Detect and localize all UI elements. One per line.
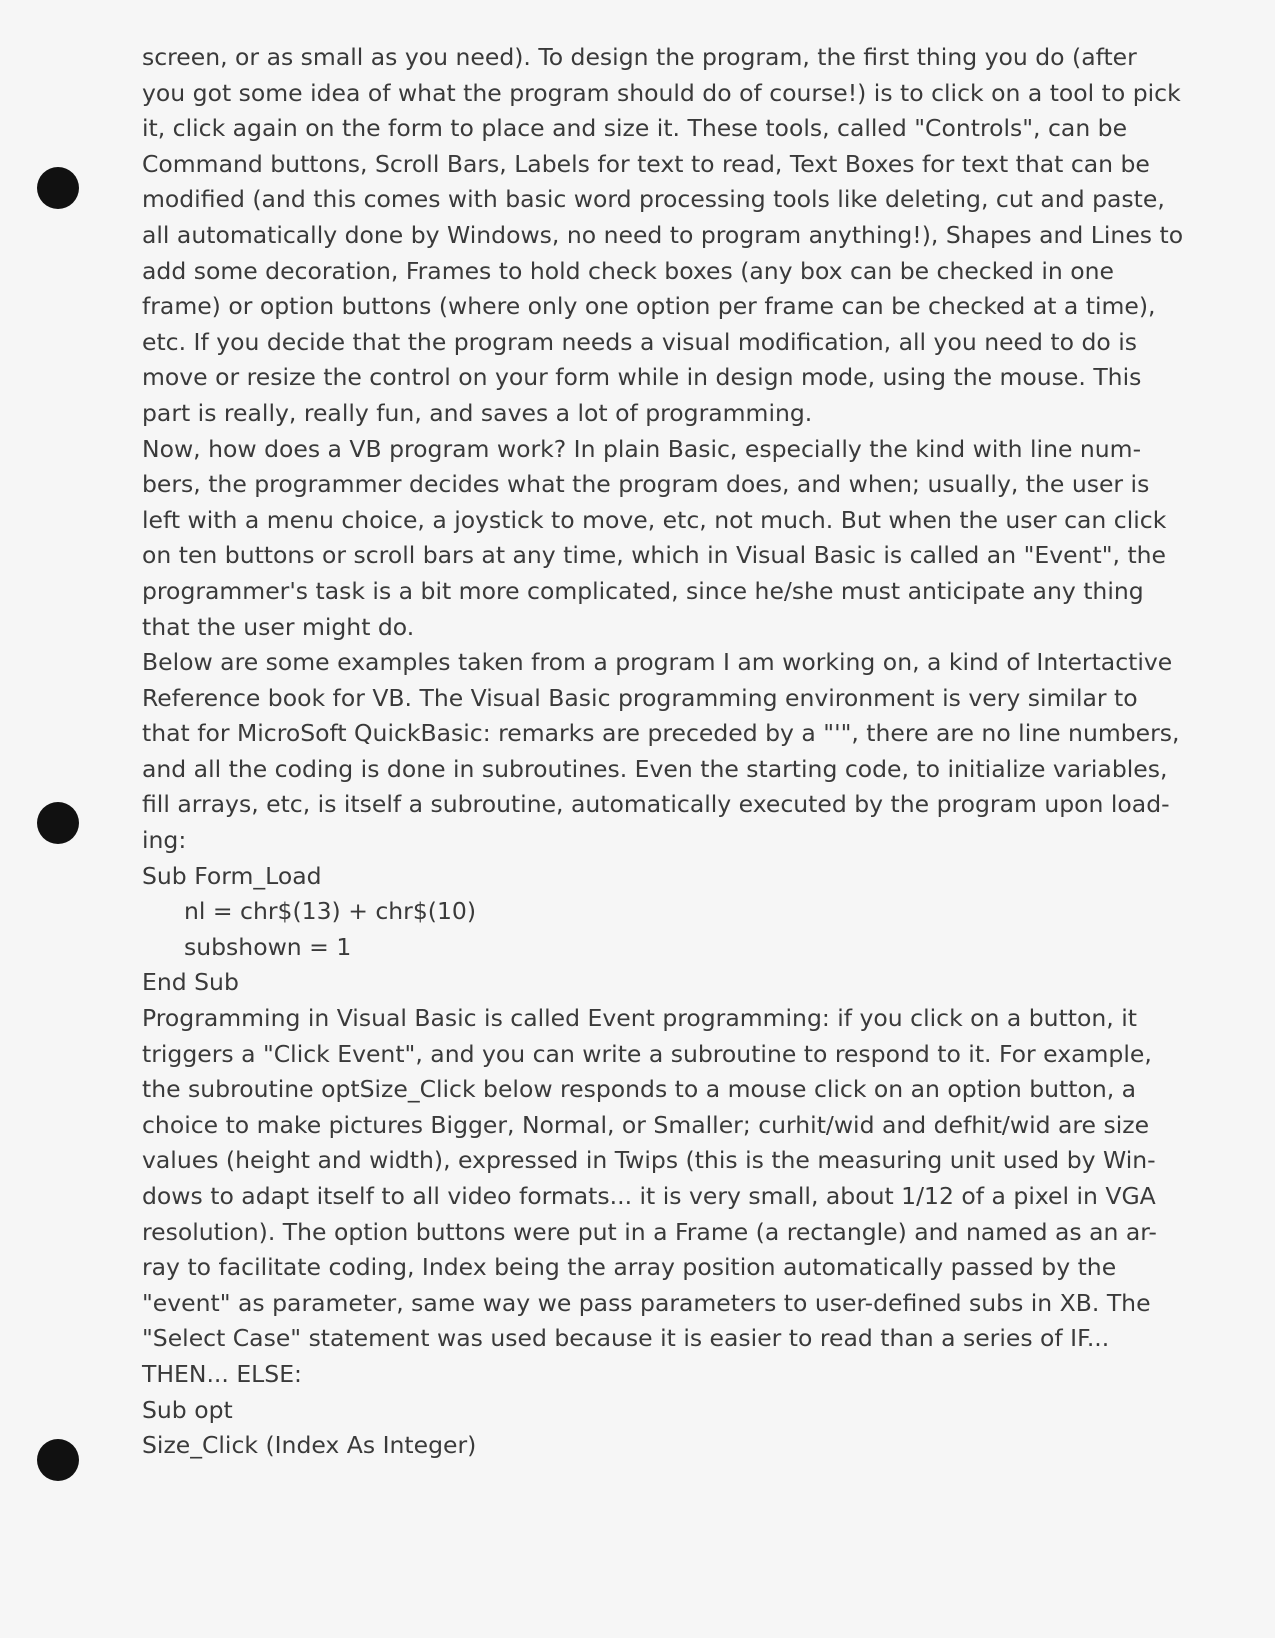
text-line: the subroutine optSize_Click below responds to a mouse click on an option button, a: [142, 1075, 1137, 1104]
text-line: add some decoration, Frames to hold check boxes (any box can be checked in one: [142, 256, 1114, 285]
body-text: [142, 40, 1184, 1464]
text-line: ing:: [142, 826, 187, 855]
text-line: Reference book for VB. The Visual Basic programming environment is very similar to: [142, 683, 1138, 712]
text-line: frame) or option buttons (where only one option per frame can be checked at a time),: [142, 292, 1156, 321]
text-line: fill arrays, etc, is itself a subroutine, automatically executed by the program upon load-: [142, 790, 1170, 819]
text-line: Below are some examples taken from a program I am working on, a kind of Intertactive: [142, 648, 1173, 677]
text-line: programmer's task is a bit more complicated, since he/she must anticipate any thing: [142, 576, 1144, 605]
text-line: it, click again on the form to place and size it. These tools, called "Controls", can be: [142, 114, 1128, 143]
text-line: modified (and this comes with basic word processing tools like deleting, cut and paste,: [142, 185, 1165, 214]
text-line: THEN... ELSE:: [142, 1359, 302, 1388]
text-line: Command buttons, Scroll Bars, Labels for text to read, Text Boxes for text that can be: [142, 149, 1150, 178]
text-line: Programming in Visual Basic is called Event programming: if you click on a button, it: [142, 1004, 1137, 1033]
text-line: part is really, really fun, and saves a lot of programming.: [142, 398, 813, 427]
text-line: left with a menu choice, a joystick to move, etc, not much. But when the user can click: [142, 505, 1167, 534]
text-line: choice to make pictures Bigger, Normal, or Smaller; curhit/wid and defhit/wid are size: [142, 1110, 1150, 1139]
text-line: that the user might do.: [142, 612, 415, 641]
text-line: bers, the programmer decides what the program does, and when; usually, the user is: [142, 470, 1150, 499]
code-line: Sub Form_Load: [142, 861, 322, 890]
text-line: all automatically done by Windows, no need to program anything!), Shapes and Lines to: [142, 220, 1184, 249]
text-line: resolution). The option buttons were put in a Frame (a rectangle) and named as an ar-: [142, 1217, 1157, 1246]
code-line: End Sub: [142, 968, 239, 997]
text-line: on ten buttons or scroll bars at any time, which in Visual Basic is called an "Event", the: [142, 541, 1167, 570]
punch-hole: [37, 802, 79, 844]
code-line: subshown = 1: [184, 932, 352, 961]
text-line: ray to facilitate coding, Index being the array position automatically passed by the: [142, 1253, 1117, 1282]
punch-hole: [37, 1439, 79, 1481]
punch-hole: [37, 167, 79, 209]
text-line: that for MicroSoft QuickBasic: remarks are preceded by a "'", there are no line numbers,: [142, 719, 1180, 748]
text-line: dows to adapt itself to all video formats... it is very small, about 1/12 of a pixel in VGA: [142, 1182, 1156, 1210]
code-line: Size_Click (Index As Integer): [142, 1431, 477, 1460]
text-line: etc. If you decide that the program needs a visual modification, all you need to do is: [142, 327, 1137, 356]
text-line: and all the coding is done in subroutines. Even the starting code, to initialize variables,: [142, 754, 1168, 783]
text-line: triggers a "Click Event", and you can write a subroutine to respond to it. For example,: [142, 1039, 1152, 1068]
text-line: values (height and width), expressed in Twips (this is the measuring unit used by Win-: [142, 1146, 1156, 1175]
text-line: Now, how does a VB program work? In plain Basic, especially the kind with line num-: [142, 434, 1142, 463]
text-line: "Select Case" statement was used because it is easier to read than a series of IF...: [142, 1324, 1110, 1353]
code-line: Sub opt: [142, 1395, 233, 1424]
text-line: you got some idea of what the program should do of course!) is to click on a tool to pick: [142, 78, 1181, 107]
text-line: "event" as parameter, same way we pass parameters to user-defined subs in XB. The: [142, 1288, 1151, 1317]
text-line: screen, or as small as you need). To design the program, the first thing you do (after: [142, 43, 1137, 71]
text-line: move or resize the control on your form while in design mode, using the mouse. This: [142, 363, 1142, 392]
code-line: nl = chr$(13) + chr$(10): [184, 897, 477, 926]
